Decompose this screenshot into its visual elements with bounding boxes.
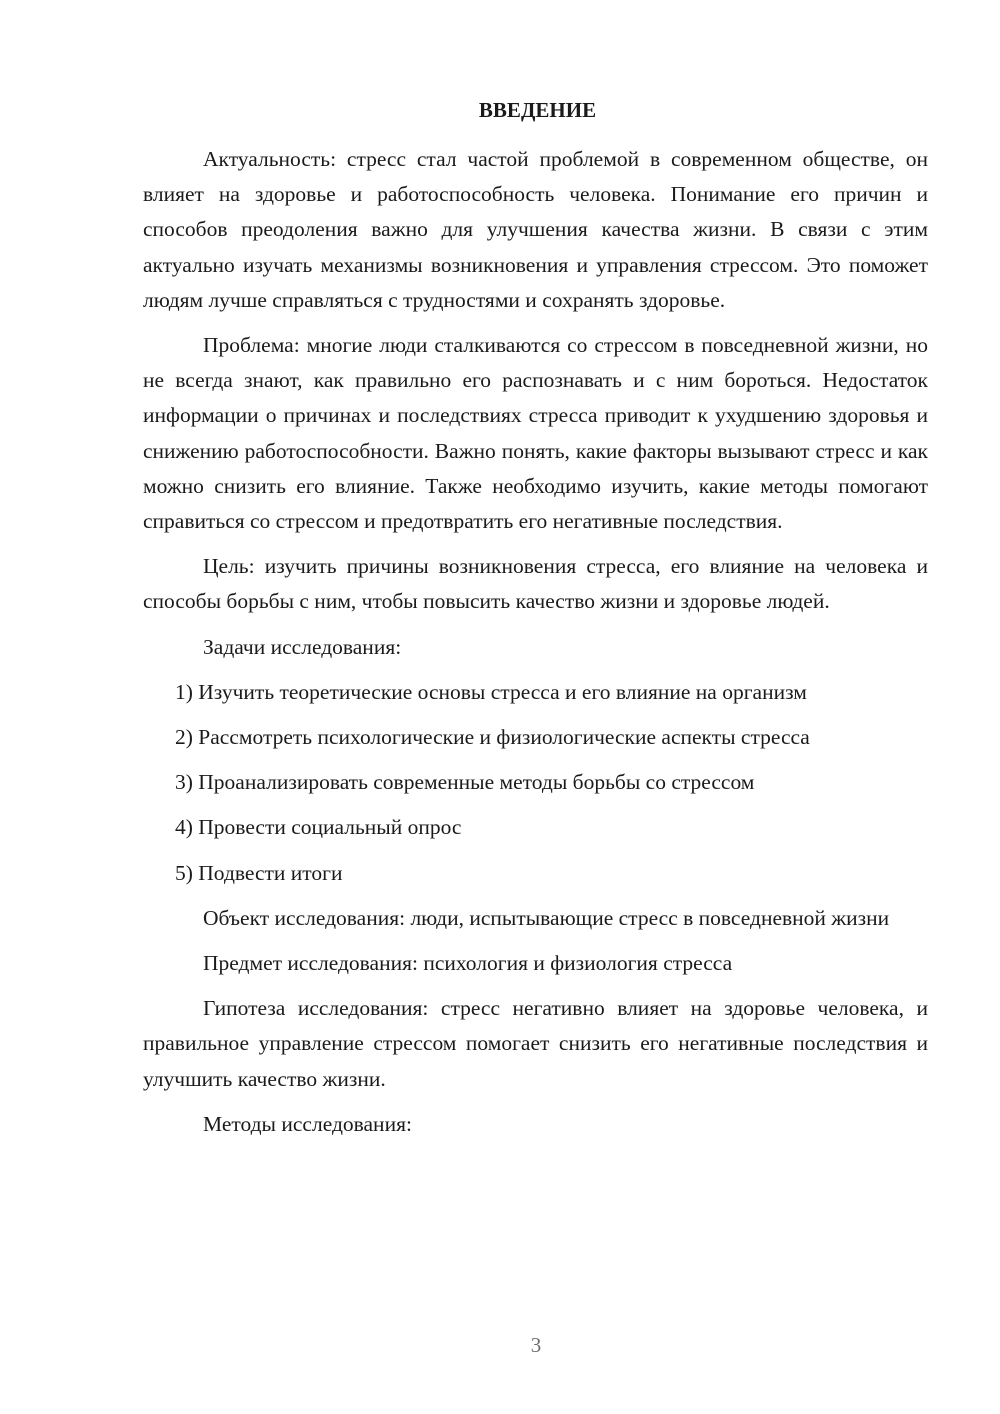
paragraph-hypothesis: Гипотеза исследования: стресс негативно влияет на здоровье человека, и правильное управление стрессом помогает снизить его негативные последствия и улучшить качество жизни.: [143, 996, 928, 1091]
paragraph-subject: Предмет исследования: психология и физиология стресса: [203, 951, 733, 976]
page-number: 3: [530, 1333, 542, 1357]
tasks-list: [143, 675, 928, 891]
list-item: 1) Изучить теоретические основы стресса и его влияние на организм: [175, 679, 807, 704]
list-item: 2) Рассмотреть психологические и физиологические аспекты стресса: [175, 725, 810, 750]
list-item: 5) Подвести итоги: [175, 860, 343, 885]
paragraph-object: Объект исследования: люди, испытывающие стресс в повседневной жизни: [203, 905, 890, 930]
page-title: ВВЕДЕНИЕ: [478, 98, 597, 122]
list-item: 3) Проанализировать современные методы борьбы со стрессом: [175, 770, 755, 795]
methods-heading: Методы исследования:: [203, 1111, 412, 1136]
paragraph-problem: Проблема: многие люди сталкиваются со стрессом в повседневной жизни, но не всегда знают, как правильно его распознавать и с ним бороться. Недостаток информации о причинах и последствиях стресса приводит к ухудшению здоровья и снижению работоспособности. Важно понять, какие факторы вызывают стресс и как можно снизить его влияние. Также необходимо изучить, какие методы помогают справиться со стрессом и предотвратить его негативные последствия.: [143, 333, 928, 534]
document-page: [143, 93, 928, 1152]
tasks-heading: Задачи исследования:: [203, 634, 402, 659]
paragraph-relevance: Актуальность: стресс стал частой проблемой в современном обществе, он влияет на здоровье и работоспособность человека. Понимание его причин и способов преодоления важно для улучшения качества жизни. В связи с этим актуально изучать механизмы возникновения и управления стрессом. Это поможет людям лучше справляться с трудностями и сохранять здоровье.: [143, 147, 928, 312]
paragraph-goal: Цель: изучить причины возникновения стресса, его влияние на человека и способы борьбы с ним, чтобы повысить качество жизни и здоровье людей.: [143, 554, 928, 614]
list-item: 4) Провести социальный опрос: [175, 815, 462, 840]
